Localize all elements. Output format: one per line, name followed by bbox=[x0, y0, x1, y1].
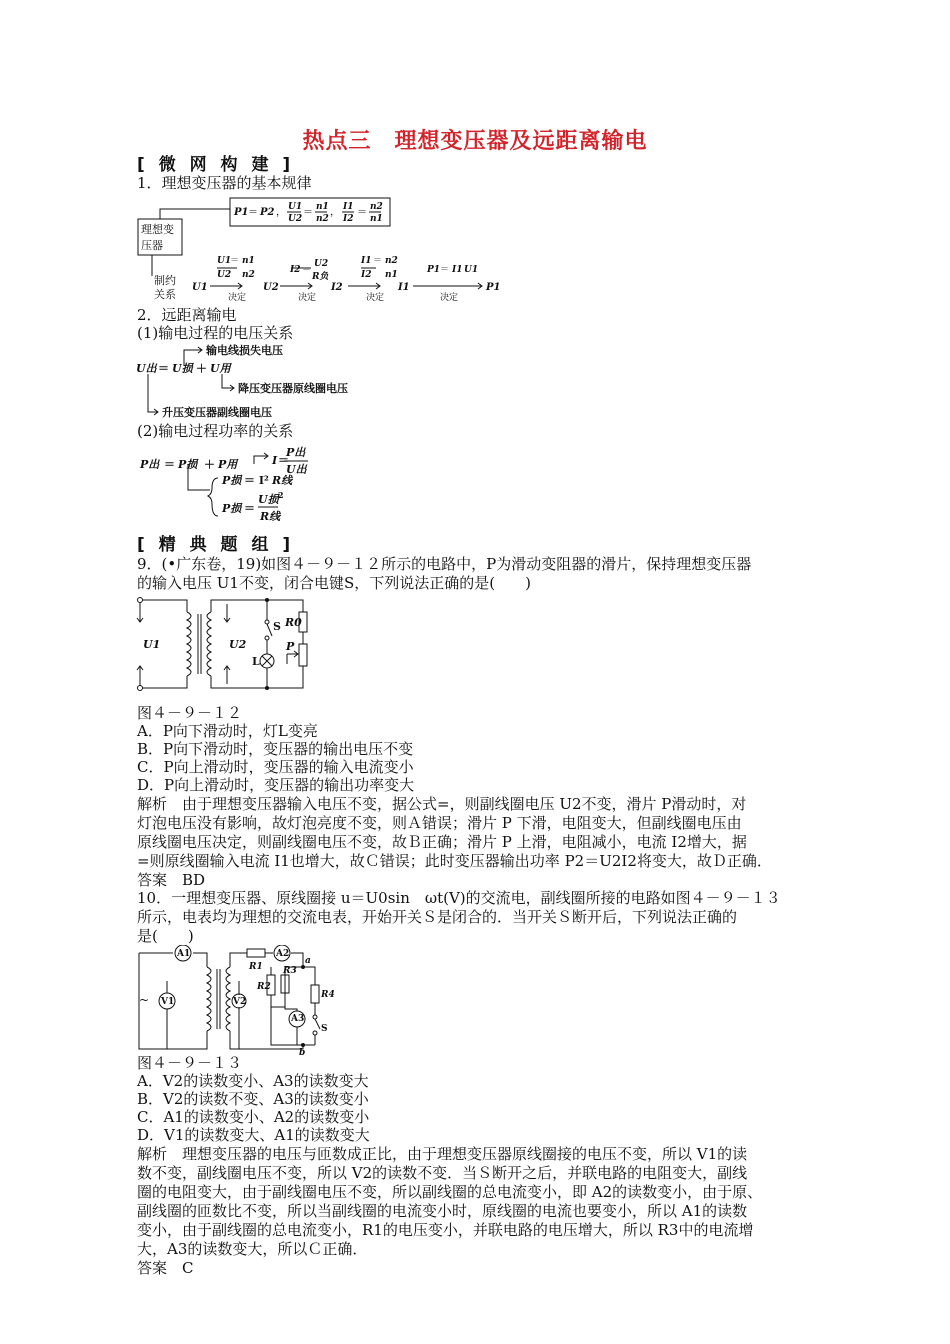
q9-option-d: D．P向上滑动时，变压器的输出功率变大 bbox=[137, 776, 415, 794]
svg-text:P: P bbox=[286, 640, 295, 653]
q10-figure-caption: 图４－９－１３ bbox=[137, 1054, 243, 1072]
q9-analysis-4: =则原线圈输入电流 I1也增大，故Ｃ错误；此时变压器输出功率 P2＝U2I2将变大，故Ｄ正确． bbox=[137, 852, 772, 870]
rule-n1: n1 bbox=[316, 202, 329, 212]
rule-i2: I2 bbox=[343, 214, 354, 224]
q10-option-c: C．A1的读数变小、A2的读数变小 bbox=[137, 1108, 370, 1126]
step-up-label: 升压变压器副线圈电压 bbox=[162, 406, 272, 419]
svg-text:＝: ＝ bbox=[158, 362, 169, 375]
box-label-2: 压器 bbox=[141, 239, 163, 252]
q9-analysis-3: 原线圈电压决定，则副线圈电压不变，故Ｂ正确；滑片 P 上滑，电阻减小，电流 I2增大，据 bbox=[137, 833, 747, 851]
q10-option-b: B．V2的读数不变、A3的读数变小 bbox=[137, 1090, 369, 1108]
q10-option-a: A．V2的读数变小、A3的读数变大 bbox=[137, 1072, 369, 1090]
svg-text:＋: ＋ bbox=[204, 458, 215, 471]
rule-u1: U1 bbox=[288, 202, 303, 212]
rule-p2: P2 bbox=[260, 207, 275, 218]
svg-text:I2: I2 bbox=[290, 265, 301, 275]
q10-analysis-6: 大，A3的读数变大，所以Ｃ正确． bbox=[137, 1240, 368, 1258]
svg-text:＝: ＝ bbox=[248, 207, 258, 218]
svg-text:U2: U2 bbox=[217, 270, 232, 280]
q9-answer: 答案 BD bbox=[137, 871, 206, 889]
svg-text:决定: 决定 bbox=[366, 293, 385, 303]
svg-text:决定: 决定 bbox=[440, 293, 459, 303]
arrow bbox=[348, 283, 380, 289]
svg-text:＝ I²: ＝ I² bbox=[244, 474, 269, 487]
svg-text:A3: A3 bbox=[291, 1014, 305, 1024]
rule-n1b: n1 bbox=[370, 214, 383, 224]
svg-text:R3: R3 bbox=[283, 966, 297, 976]
q10-answer: 答案 C bbox=[137, 1259, 194, 1277]
part1-heading: 1．理想变压器的基本规律 bbox=[137, 174, 312, 192]
step-down-label: 降压变压器原线圈电压 bbox=[238, 382, 348, 395]
q9-figure-caption: 图４－９－１２ bbox=[137, 704, 243, 722]
svg-text:＝: ＝ bbox=[244, 502, 255, 515]
svg-text:U2: U2 bbox=[263, 282, 279, 293]
rule-n2: n2 bbox=[316, 214, 329, 224]
svg-text:＝: ＝ bbox=[230, 256, 240, 266]
rule-i1: I1 bbox=[343, 202, 354, 212]
svg-text:＝: ＝ bbox=[164, 458, 175, 471]
svg-text:＝: ＝ bbox=[373, 256, 383, 266]
svg-text:L: L bbox=[252, 655, 260, 668]
svg-text:A1: A1 bbox=[177, 949, 191, 959]
svg-text:U出: U出 bbox=[286, 463, 307, 476]
svg-text:n2: n2 bbox=[242, 270, 255, 280]
svg-text:P出: P出 bbox=[286, 446, 306, 459]
loss-voltage-label: 输电线损失电压 bbox=[206, 344, 283, 357]
svg-text:R线: R线 bbox=[260, 510, 281, 523]
q10-analysis-2: 数不变，副线圈电压不变，所以 V2的读数不变．当Ｓ断开之后，并联电路的电阻变大，副线 bbox=[137, 1164, 748, 1182]
part2-sub1: (1)输电过程的电压关系 bbox=[137, 324, 294, 342]
arrow bbox=[210, 283, 242, 289]
svg-text:U1: U1 bbox=[464, 265, 479, 275]
svg-text:n2: n2 bbox=[385, 256, 398, 266]
decide-label: 决定 bbox=[228, 293, 247, 303]
part2-sub2: (2)输电过程功率的关系 bbox=[137, 422, 294, 440]
svg-text:R0: R0 bbox=[285, 616, 302, 629]
svg-text:a: a bbox=[305, 956, 311, 966]
rule-u2: U2 bbox=[288, 214, 303, 224]
svg-text:n1: n1 bbox=[385, 270, 398, 280]
svg-text:＝: ＝ bbox=[302, 265, 312, 275]
svg-text:A2: A2 bbox=[276, 949, 290, 959]
q9-option-a: A．P向下滑动时，灯L变亮 bbox=[137, 722, 318, 740]
constraint-label-2: 关系 bbox=[154, 288, 176, 301]
svg-text:U用: U用 bbox=[210, 362, 231, 375]
q10-stem-1: 10．一理想变压器、原线圈接 u＝U0sin ωt(V)的交流电，副线圈所接的电路如图４－９－１３ bbox=[137, 889, 781, 907]
svg-text:U2: U2 bbox=[229, 638, 247, 651]
svg-text:P1: P1 bbox=[427, 265, 441, 275]
svg-text:V2: V2 bbox=[233, 997, 247, 1007]
svg-text:I1: I1 bbox=[452, 265, 463, 275]
constraint-label-1: 制约 bbox=[154, 274, 176, 287]
box-label-1: 理想变 bbox=[141, 223, 174, 236]
q10-analysis-5: 变小，由于副线圈的总电流变小，R1的电压变小，并联电路的电压增大，所以 R3中的电流增 bbox=[137, 1221, 754, 1239]
figure-4-9-13-circuit bbox=[135, 945, 335, 1055]
rule-n2b: n2 bbox=[370, 202, 383, 212]
svg-text:I2: I2 bbox=[361, 270, 372, 280]
arrow bbox=[280, 283, 312, 289]
svg-text:P出: P出 bbox=[140, 458, 160, 471]
q10-option-d: D．V1的读数变大、A1的读数变大 bbox=[137, 1126, 370, 1144]
q10-stem-2: 所示，电表均为理想的交流电表，开始开关Ｓ是闭合的．当开关Ｓ断开后，下列说法正确的 bbox=[137, 908, 738, 926]
svg-text:P损: P损 bbox=[222, 502, 242, 515]
svg-text:U1: U1 bbox=[143, 638, 161, 651]
part2-heading: 2．远距离输电 bbox=[137, 306, 237, 324]
q10-analysis-1: 解析 理想变压器的电压与匝数成正比，由于理想变压器原线圈接的电压不变，所以 V1的读 bbox=[137, 1145, 748, 1163]
svg-text:P损: P损 bbox=[222, 474, 242, 487]
svg-text:U1: U1 bbox=[192, 282, 208, 293]
q9-option-c: C．P向上滑动时，变压器的输入电流变小 bbox=[137, 758, 414, 776]
voltage-relation-diagram bbox=[132, 340, 432, 424]
svg-text:U出: U出 bbox=[136, 362, 157, 375]
svg-text:R负: R负 bbox=[312, 272, 329, 282]
svg-text:U2: U2 bbox=[314, 259, 329, 269]
section-select-problems: [ 精 典 题 组 ] bbox=[137, 535, 295, 555]
svg-text:S: S bbox=[273, 620, 281, 633]
svg-text:U损: U损 bbox=[172, 362, 193, 375]
svg-text:P用: P用 bbox=[218, 458, 238, 471]
svg-text:n1: n1 bbox=[242, 256, 255, 266]
svg-text:I1: I1 bbox=[398, 282, 410, 293]
page-title: 热点三 理想变压器及远距离输电 bbox=[302, 129, 648, 154]
svg-text:2: 2 bbox=[278, 490, 284, 500]
svg-text:决定: 决定 bbox=[298, 293, 317, 303]
svg-text:b: b bbox=[299, 1048, 306, 1055]
svg-text:＝: ＝ bbox=[303, 207, 313, 218]
power-relation-diagram bbox=[132, 440, 352, 526]
q10-analysis-3: 圈的电阻变大，由于副线圈电压不变，所以副线圈的总电流变小，即 A2的读数变小，由于原、 bbox=[137, 1183, 763, 1201]
figure-4-9-12-circuit bbox=[135, 592, 320, 702]
svg-text:V1: V1 bbox=[161, 997, 175, 1007]
q9-stem-2: 的输入电压 U1不变，闭合电键S，下列说法正确的是( ) bbox=[137, 574, 531, 592]
transformer-rules-diagram bbox=[130, 190, 510, 308]
svg-text:P1: P1 bbox=[486, 282, 501, 293]
svg-text:＝: ＝ bbox=[278, 454, 289, 467]
connector-line bbox=[160, 209, 230, 219]
q9-analysis-2: 灯泡电压没有影响，故灯泡亮度不变，则Ａ错误；滑片 P 下滑，电阻变大，但副线圈电压由 bbox=[137, 814, 742, 832]
arrow bbox=[413, 283, 482, 289]
svg-text:R2: R2 bbox=[257, 982, 271, 992]
svg-text:~: ~ bbox=[139, 993, 150, 1007]
svg-text:I2: I2 bbox=[331, 282, 343, 293]
q9-stem-1: 9．(•广东卷，19)如图４－９－１２所示的电路中，P为滑动变阻器的滑片，保持理想变压器 bbox=[137, 555, 752, 573]
q10-analysis-4: 副线圈的匝数比不变，所以当副线圈的电流变小时，原线圈的电流也要变小，所以 A1的读数 bbox=[137, 1202, 748, 1220]
svg-text:I1: I1 bbox=[361, 256, 372, 266]
svg-text:＝: ＝ bbox=[357, 207, 367, 218]
q10-stem-3: 是( ) bbox=[137, 927, 194, 945]
svg-text:＝: ＝ bbox=[440, 265, 450, 275]
svg-text:R4: R4 bbox=[321, 990, 335, 1000]
svg-text:，: ， bbox=[330, 207, 340, 218]
svg-text:，: ， bbox=[276, 207, 286, 218]
q9-analysis-1: 解析 由于理想变压器输入电压不变，据公式=，则副线圈电压 U2不变，滑片 P滑动时，对 bbox=[137, 795, 747, 813]
rule-p1: P1 bbox=[234, 207, 249, 218]
svg-text:S: S bbox=[321, 1024, 328, 1034]
svg-text:＋: ＋ bbox=[196, 362, 207, 375]
svg-text:U1: U1 bbox=[217, 256, 232, 266]
svg-text:R1: R1 bbox=[249, 962, 263, 972]
section-micro-network: [ 微 网 构 建 ] bbox=[137, 155, 295, 175]
svg-text:U损: U损 bbox=[258, 493, 279, 506]
svg-text:R线: R线 bbox=[272, 474, 293, 487]
svg-text:P损: P损 bbox=[178, 458, 198, 471]
q9-option-b: B．P向下滑动时，变压器的输出电压不变 bbox=[137, 740, 414, 758]
svg-text:I: I bbox=[272, 454, 278, 467]
